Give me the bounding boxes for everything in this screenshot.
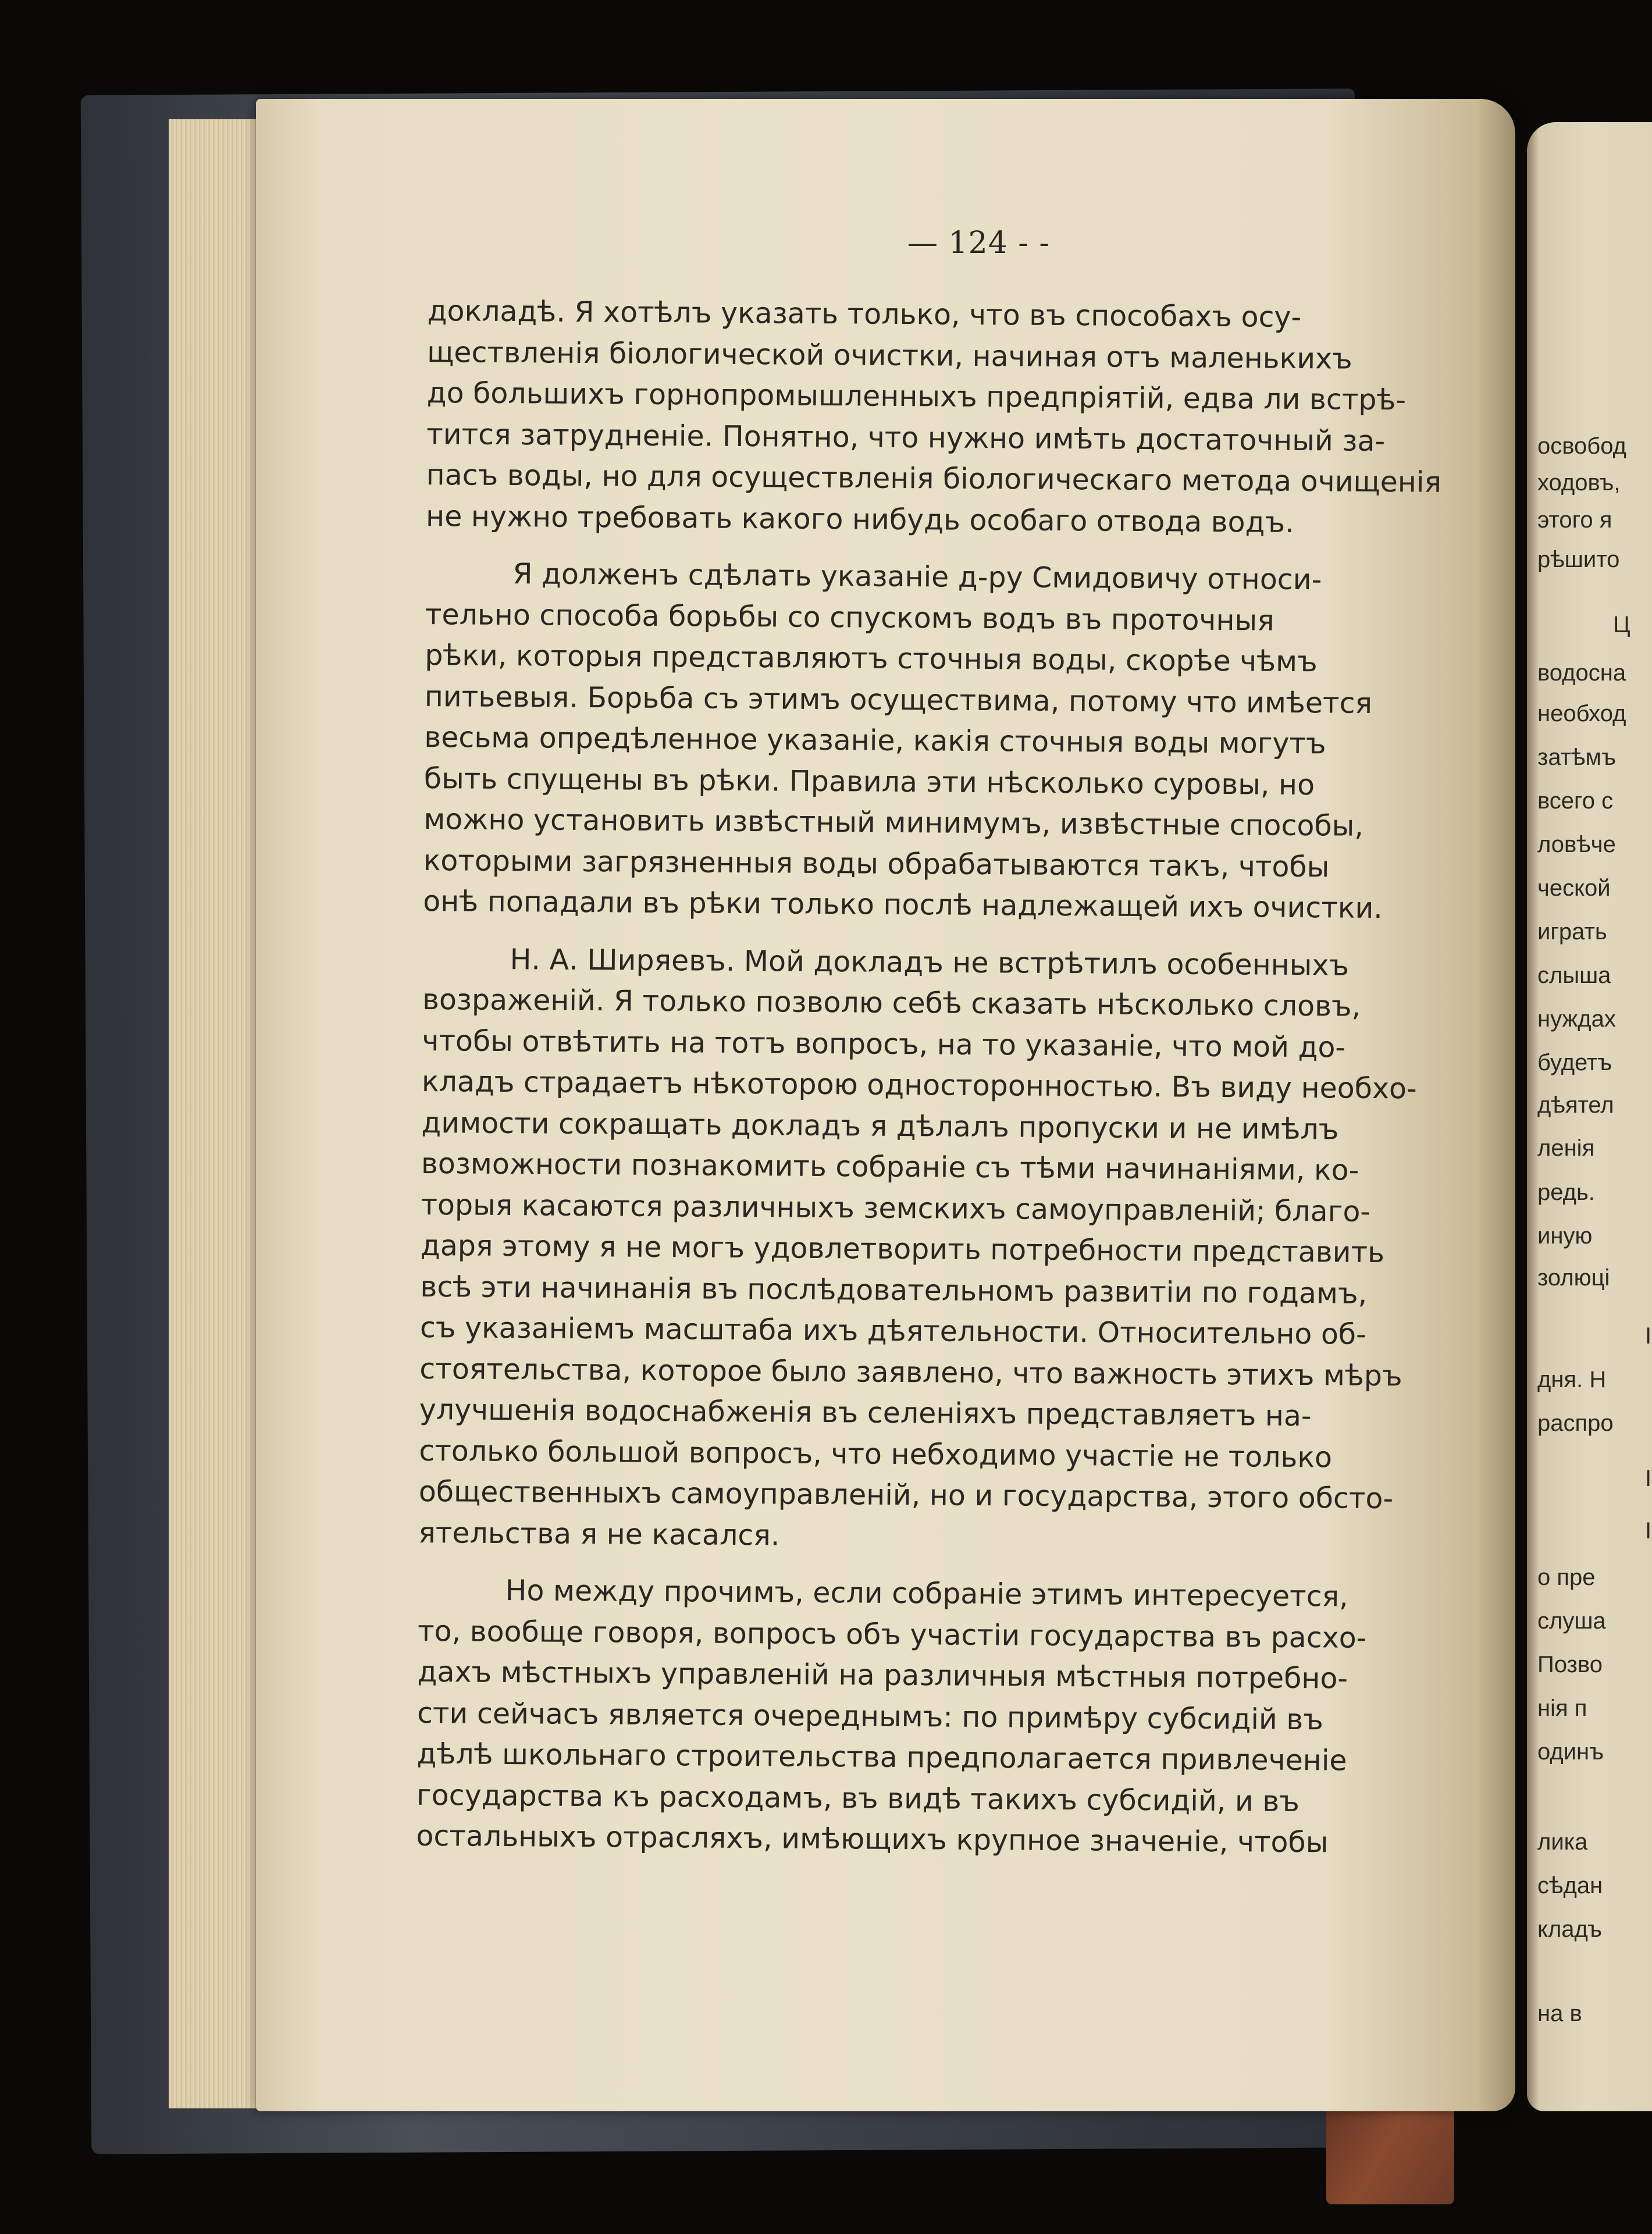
next-page-line: І [1645,1518,1652,1544]
next-page-line: всего с [1537,788,1614,814]
next-page-line: ческой [1537,875,1611,901]
next-page-line: слуша [1537,1608,1606,1634]
next-page-line: дня. Н [1537,1367,1607,1392]
next-page-line: водосна [1537,660,1626,686]
next-page-line: ловѣче [1537,832,1616,857]
next-page-line: иную [1537,1223,1593,1249]
next-page-line: сѣдан [1537,1873,1603,1898]
next-page-edge [1527,122,1652,2111]
page-edges [169,119,268,2108]
paragraph: Но между прочимъ, если собраніе этимъ интересуется, то, вообще говоря, вопросъ объ участіи государства въ расхо- дахъ мѣстныхъ управленій на различныя мѣстныя потребно- сти сейчасъ является очереднымъ: по примѣру субсидій въ дѣлѣ школьнаго строительства предполагается привлеченіе государства къ расходамъ, въ видѣ такихъ субсидій, и въ остальныхъ отрасляхъ, имѣющихъ крупное значеніе, чтобы [416,1574,1367,1859]
next-page-line: ходовъ, [1537,470,1621,496]
next-page-line: будетъ [1537,1050,1612,1075]
next-page-line: нія п [1537,1695,1587,1721]
next-page-line: Ц [1613,612,1630,637]
next-page-line: на в [1537,2001,1582,2026]
next-page-line: одинъ [1537,1739,1604,1765]
next-page-line: І [1645,1466,1652,1491]
page-body-text [416,291,1492,1865]
next-page-line: ленія [1537,1135,1595,1161]
next-page-line: І [1645,1323,1652,1349]
next-page-line: Позво [1537,1652,1603,1677]
next-page-line: кладъ [1537,1916,1602,1942]
next-page-line: нуждах [1537,1006,1616,1032]
next-page-line: этого я [1537,507,1612,533]
next-page-line: о пре [1537,1565,1596,1590]
next-page-line: необход [1537,701,1626,726]
paragraph: Н. А. Ширяевъ. Мой докладъ не встрѣтилъ особенныхъ возраженій. Я только позволю себѣ сказать нѣсколько словъ, чтобы отвѣтить на тотъ вопросъ, на то указаніе, что мой до- кладъ страдаетъ нѣкоторою односторонностью. Въ виду необхо- димости сокращать докладъ я дѣлалъ пропуски и не имѣлъ возможности познакомить собраніе съ тѣми начинаніями, ко- торыя касаются различныхъ земскихъ самоуправленій; благо- даря этому я не могъ удовлетворить потребности представить всѣ эти начинанія въ послѣдовательномъ развитіи по годамъ, съ указаніемъ масштаба ихъ дѣятельности. Относительно об- стоятельства, которое было заявлено, что важность этихъ мѣръ улучшенія водоснабженія въ селеніяхъ представляетъ на- столько большой вопросъ, что небходимо участіе не только общественныхъ самоуправленій, но и государства, этого обсто- ятельства я не касался. [418,942,1417,1552]
next-page-line: дѣятел [1537,1092,1614,1118]
paragraph: докладѣ. Я хотѣлъ указать только, что въ способахъ осу- ществленія біологической очистки, начиная отъ маленькихъ до большихъ горнопромышленныхъ предпріятій, едва ли встрѣ- тится затрудненіе. Понятно, что нужно имѣть достаточный за- пасъ воды, но для осуществленія біологическаго метода очищенія не нужно требовать какого нибудь особаго отвода водъ. [425,294,1442,539]
next-page-line: лика [1537,1829,1588,1855]
next-page-line: затѣмъ [1537,744,1617,770]
next-page-line: редь. [1537,1180,1595,1205]
page-number: — 124 - - [907,226,1050,261]
next-page-line: золюці [1537,1265,1610,1291]
next-page-line: освобод [1537,433,1626,459]
next-page-line: играть [1537,919,1607,945]
next-page-line: слыша [1537,963,1611,988]
paragraph: Я долженъ сдѣлать указаніе д-ру Смидовичу относи- тельно способа борьбы со спускомъ водъ въ проточныя рѣки, которыя представляютъ сточныя воды, скорѣе чѣмъ питьевыя. Борьба съ этимъ осуществима, потому что имѣется весьма опредѣленное указаніе, какія сточныя воды могутъ быть спущены въ рѣки. Правила эти нѣсколько суровы, но можно установить извѣстный минимумъ, извѣстные способы, которыми загрязненныя воды обрабатываются такъ, чтобы онѣ попадали въ рѣки только послѣ надлежащей ихъ очистки. [423,557,1383,925]
next-page-line: распро [1537,1410,1614,1436]
next-page-line: рѣшито [1537,547,1620,572]
